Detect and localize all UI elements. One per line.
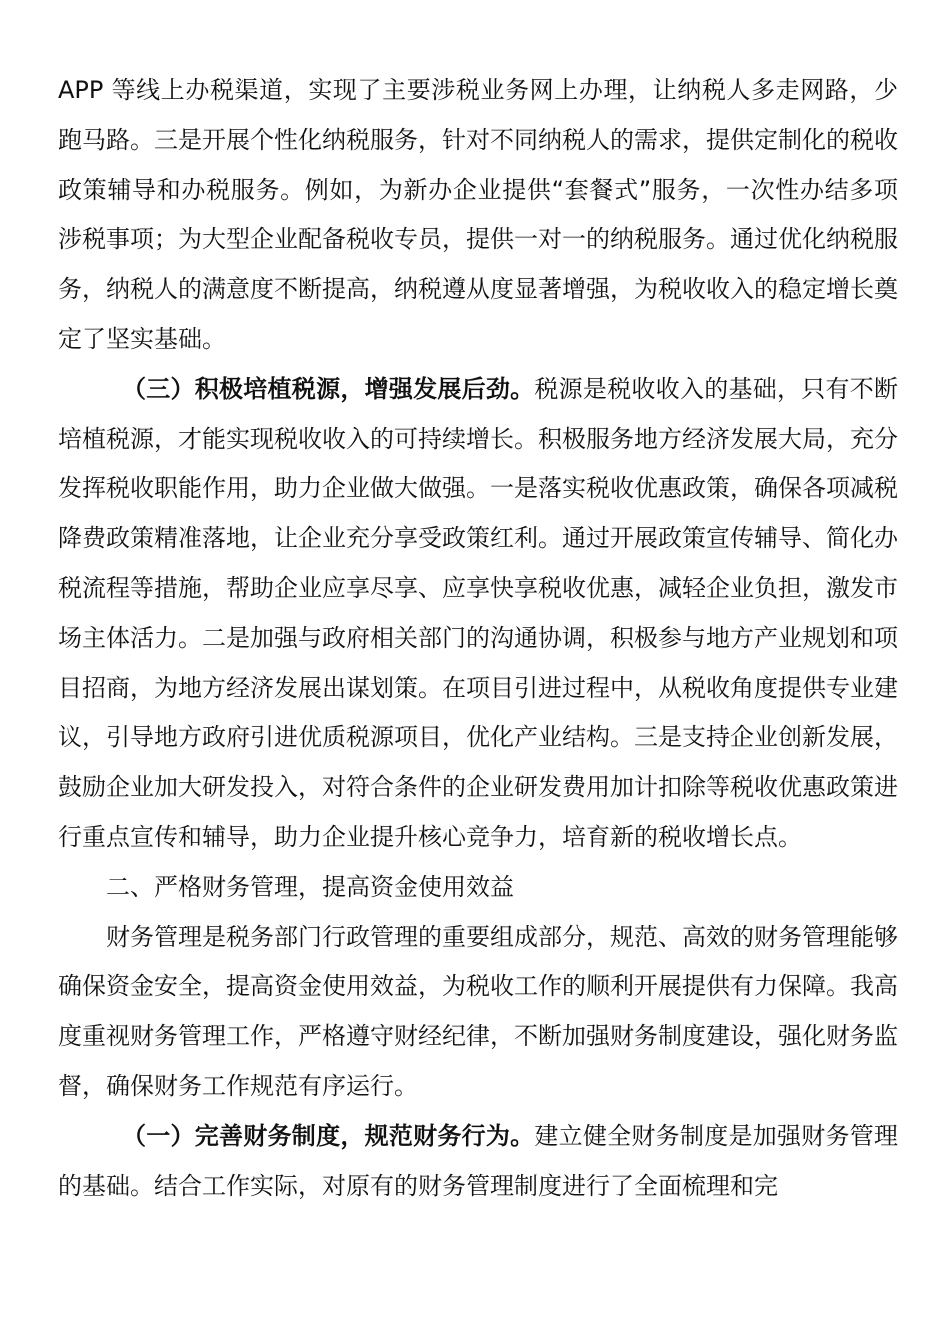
paragraph-tax-service: APP 等线上办税渠道，实现了主要涉税业务网上办理，让纳税人多走网路，少跑马路。三是开展个性化纳税服务，针对不同纳税人的需求，提供定制化的税收政策辅导和办税服务。例如，为新办企业提供“套餐式”服务，一次性办结多项涉税事项；为大型企业配备税收专员，提供一对一的纳税服务。通过优化纳税服务，纳税人的满意度不断提高，纳税遵从度显著增强，为税收收入的稳定增长奠定了坚实基础。 (58, 76, 898, 353)
section-heading-3: （三）积极培植税源，增强发展后劲。 (122, 374, 535, 403)
section-heading-1: （一）完善财务制度，规范财务行为。 (122, 1121, 535, 1150)
paragraph-tax-source-text: 税源是税收收入的基础，只有不断培植税源，才能实现税收收入的可持续增长。积极服务地方经济发展大局，充分发挥税收职能作用，助力企业做大做强。一是落实税收优惠政策，确保各项减税降费政策精准落地，让企业充分享受政策红利。通过开展政策宣传辅导、简化办税流程等措施，帮助企业应享尽享、应享快享税收优惠，减轻企业负担，激发市场主体活力。二是加强与政府相关部门的沟通协调，积极参与地方产业规划和项目招商，为地方经济发展出谋划策。在项目引进过程中，从税收角度提供专业建议，引导地方政府引进优质税源项目，优化产业结构。三是支持企业创新发展，鼓励企业加大研发投入，对符合条件的企业研发费用加计扣除等税收优惠政策进行重点宣传和辅导，助力企业提升核心竞争力，培育新的税收增长点。 (58, 374, 899, 851)
paragraph-finance-intro: 财务管理是税务部门行政管理的重要组成部分，规范、高效的财务管理能够确保资金安全，提高资金使用效益，为税收工作的顺利开展提供有力保障。我高度重视财务管理工作，严格遵守财经纪律，不断加强财务制度建设，强化财务监督，确保财务工作规范有序运行。 (58, 922, 898, 1100)
paragraph-tax-source (58, 365, 898, 863)
paragraph-finance-system-text: 建立健全财务制度是加强财务管理的基础。结合工作实际，对原有的财务管理制度进行了全面梳理和完 (58, 1121, 899, 1200)
document-body (58, 66, 898, 1211)
chapter-heading-finance: 二、严格财务管理，提高资金使用效益 (106, 872, 514, 901)
paragraph-finance-system (58, 1112, 898, 1212)
